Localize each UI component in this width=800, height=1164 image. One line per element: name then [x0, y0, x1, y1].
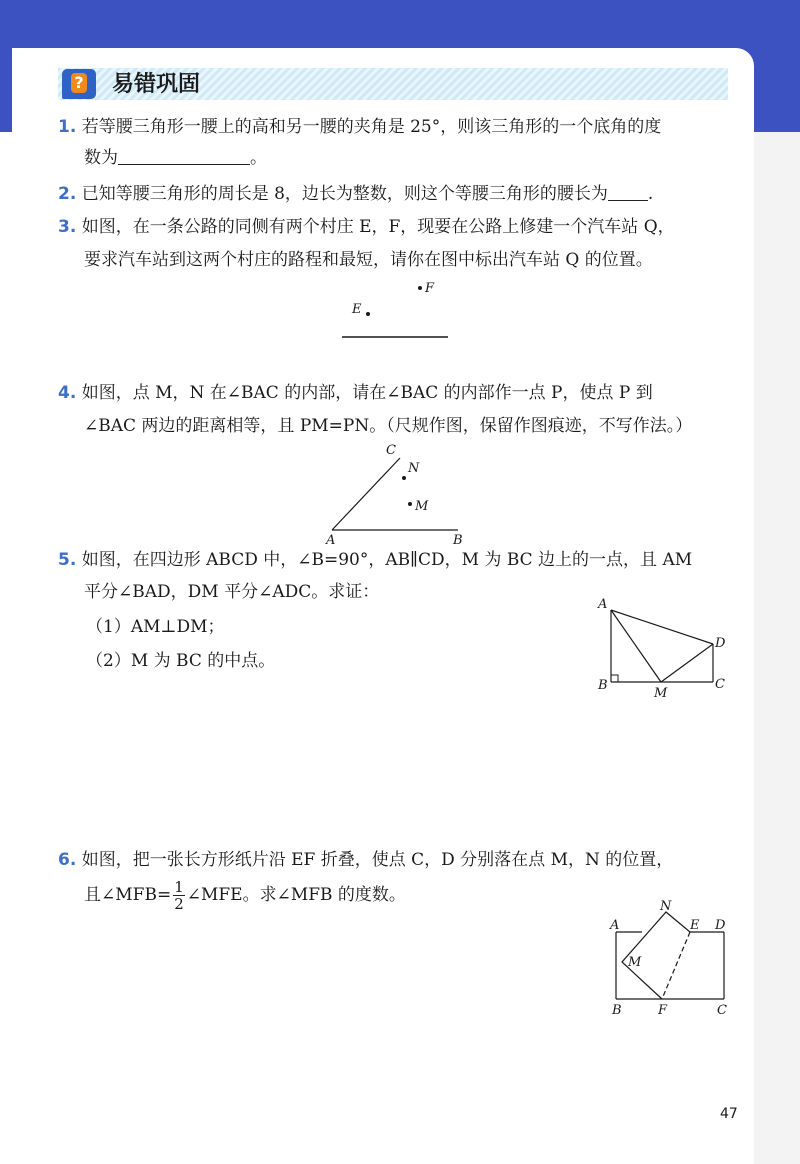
segment-dm [661, 644, 713, 682]
question-mark-icon [62, 69, 96, 99]
label-c: C [386, 443, 396, 458]
point-n [402, 476, 406, 480]
segment-ad [611, 610, 713, 644]
question-1-text: 若等腰三角形一腰上的高和另一腰的夹角是 25°，则该三角形的一个底角的度 [81, 117, 662, 137]
label-a: A [610, 918, 620, 933]
label-a: A [598, 597, 608, 612]
question-4-text: 如图，点 M，N 在∠BAC 的内部，请在∠BAC 的内部作一点 P，使点 P 到 [81, 383, 653, 403]
label-b: B [453, 533, 463, 548]
question-1-line-2 [84, 146, 267, 170]
village-e-point [366, 312, 370, 316]
ray-ac [332, 458, 400, 530]
label-f: F [658, 1003, 668, 1018]
question-4-line-2 [84, 414, 692, 438]
question-3-line-1 [58, 215, 675, 239]
village-f-point [418, 286, 422, 290]
question-6-line-1 [58, 848, 673, 872]
answer-blank-1[interactable] [118, 164, 250, 165]
fraction-one-half [173, 879, 185, 912]
figure-5-quadrilateral [594, 596, 734, 704]
page-number: 47 [720, 1106, 738, 1122]
question-4-number: 4. [58, 383, 77, 403]
question-4-text-2: ∠BAC 两边的距离相等，且 PM=PN。（尺规作图，保留作图痕迹，不写作法。） [84, 416, 693, 436]
segment-am [611, 610, 661, 682]
question-6-line-2 [84, 878, 406, 912]
label-m: M [415, 499, 429, 514]
question-1-end: 。 [250, 148, 267, 168]
figure-4-angle [320, 442, 470, 548]
label-a: A [326, 533, 336, 548]
question-5-line-2 [84, 580, 379, 604]
question-2-number: 2. [58, 184, 77, 204]
question-3-number: 3. [58, 217, 77, 237]
question-1-line-1 [58, 115, 661, 139]
label-m: M [628, 955, 642, 970]
label-e: E [352, 302, 362, 317]
figure-3-road-villages [330, 278, 460, 348]
label-f: F [425, 281, 435, 296]
question-2-line [58, 182, 653, 206]
question-5-number: 5. [58, 550, 77, 570]
right-margin-strip [754, 132, 800, 1164]
question-5-part-2: （2）M 为 BC 的中点。 [86, 651, 276, 671]
question-5-text-2: 平分∠BAD，DM 平分∠ADC。求证： [84, 582, 380, 602]
label-e: E [690, 918, 700, 933]
fraction-numerator: 1 [174, 878, 184, 896]
question-6-text: 如图，把一张长方形纸片沿 EF 折叠，使点 C，D 分别落在点 M，N 的位置， [81, 850, 674, 870]
question-1-number: 1. [58, 117, 77, 137]
question-2-end: . [647, 184, 654, 204]
label-d: D [715, 636, 726, 651]
section-title: 易错巩固 [112, 72, 201, 97]
question-1-text-2: 数为 [84, 148, 118, 168]
fraction-denominator: 2 [174, 895, 184, 913]
question-5-part-1: （1）AM⊥DM； [86, 617, 225, 637]
question-6-text-2b: ∠MFE。求∠MFB 的度数。 [186, 885, 406, 905]
question-3-text-2: 要求汽车站到这两个村庄的路程和最短，请你在图中标出汽车站 Q 的位置。 [84, 250, 653, 270]
question-mark-glyph: ? [71, 73, 87, 93]
point-m [408, 502, 412, 506]
question-3-line-2 [84, 248, 653, 272]
right-angle-mark [611, 675, 618, 682]
answer-blank-2[interactable] [608, 200, 648, 201]
fold-line-ef [662, 932, 690, 999]
question-2-text: 已知等腰三角形的周长是 8，边长为整数，则这个等腰三角形的腰长为 [81, 184, 608, 204]
question-6-number: 6. [58, 850, 77, 870]
label-c: C [715, 677, 725, 692]
label-b: B [612, 1003, 622, 1018]
label-m: M [654, 686, 668, 701]
question-4-line-1 [58, 381, 653, 405]
label-n: N [408, 461, 420, 476]
figure-6-folded-rectangle [604, 896, 740, 1020]
question-5-text: 如图，在四边形 ABCD 中，∠B=90°，AB∥CD，M 为 BC 边上的一点，且 AM [81, 550, 693, 570]
label-d: D [715, 918, 726, 933]
label-b: B [598, 678, 608, 693]
question-3-text: 如图，在一条公路的同侧有两个村庄 E，F，现要在公路上修建一个汽车站 Q， [81, 217, 675, 237]
question-6-text-2a: 且∠MFB= [84, 885, 172, 905]
label-n: N [660, 899, 672, 914]
question-5-line-1 [58, 548, 692, 572]
label-c: C [717, 1003, 727, 1018]
